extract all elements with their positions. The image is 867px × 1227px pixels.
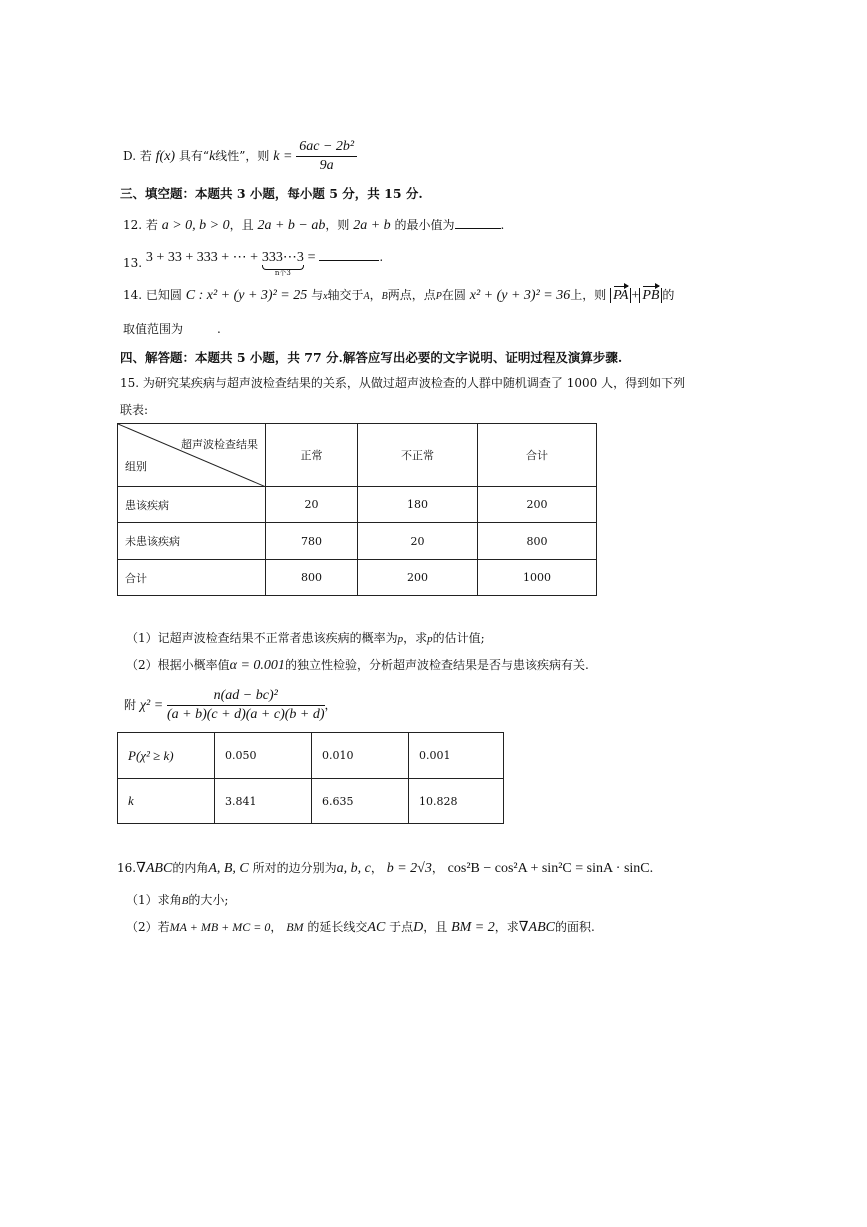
section-3-heading: 三、填空题：本题共 3 小题，每小题 5 分，共 15 分. [120, 186, 423, 201]
q12-expression: 2a + b [353, 218, 391, 233]
q14-end: . [217, 322, 221, 336]
table-row [118, 560, 597, 596]
option-d-fraction [296, 139, 357, 174]
q16-part-2-text-a: （2）若 [126, 920, 170, 934]
table-row [118, 487, 597, 523]
q14-text-4: 两点，点 [387, 288, 436, 302]
table-cell: 20 [358, 523, 478, 560]
q12-equation: 2a + b − ab [257, 218, 326, 233]
q16-part-1-var: B [181, 895, 189, 907]
question-14 [123, 288, 674, 304]
table-cell: 800 [478, 523, 597, 560]
option-d-label: D. 若 [123, 149, 152, 164]
q14-text-2: 轴交于 [327, 288, 364, 302]
q13-underbrace-label: n个3 [274, 269, 291, 277]
q15-part-1 [126, 632, 485, 646]
q14-axis: x [323, 291, 328, 302]
q16-b-value: b = 2√3 [386, 861, 432, 876]
q16-text-9: ，求 [494, 920, 519, 934]
table-row-label: 合计 [118, 560, 266, 596]
table-header-cell: 正常 [266, 424, 358, 487]
table-cell: 180 [358, 487, 478, 523]
q13-end: . [379, 250, 384, 264]
q12-text-1: ，且 [229, 218, 254, 232]
question-12 [123, 218, 504, 234]
q16-triangle-2: ∇ABC [518, 920, 555, 935]
q12-end: . [500, 218, 505, 232]
q16-text-3: ， [370, 861, 383, 875]
table-header-cell: 不正常 [358, 424, 478, 487]
table-cell: 1000 [478, 560, 597, 596]
q12-text-2: ，则 [325, 218, 350, 232]
q16-text-1: 的内角 [172, 861, 209, 875]
q15-alpha: α = 0.001 [229, 658, 285, 673]
table-header-cell: 合计 [478, 424, 597, 487]
q12-number: 12. 若 [123, 218, 158, 232]
question-14-line-2 [123, 323, 221, 337]
q16-text-10: 的面积. [555, 920, 595, 934]
q15-part-2 [126, 658, 589, 674]
contingency-table [117, 423, 597, 596]
option-d-mid: 具有“ [178, 149, 210, 164]
q14-text-3: ， [369, 288, 382, 302]
formula-end: ， [324, 698, 337, 713]
table-cell: 0.001 [409, 733, 504, 779]
table-row-label: 患该疾病 [118, 487, 266, 523]
table-cell: 800 [266, 560, 358, 596]
table-row [118, 733, 504, 779]
formula-numerator: n(ad − bc)² [167, 688, 325, 706]
table-cell: 200 [358, 560, 478, 596]
q16-text-6: 的延长线交 [307, 920, 368, 934]
q16-sides: a, b, c [336, 861, 371, 876]
option-d-k: k [209, 149, 216, 165]
q14-plus: + [631, 288, 640, 303]
q16-text-5: ， [270, 920, 283, 934]
q14-text-6: 上，则 [570, 288, 607, 302]
formula-prefix: 附 [124, 698, 137, 713]
option-d-mid2: 线性”，则 [215, 149, 270, 164]
q12-answer-blank[interactable] [455, 228, 501, 229]
q15-part-1-var: p [397, 633, 404, 645]
q14-point-b: B [381, 291, 388, 302]
option-d-fx: f(x) [155, 149, 176, 165]
table-cell: 780 [266, 523, 358, 560]
q12-text-3: 的最小值为 [394, 218, 455, 232]
q15-part-1-var-2: p [427, 633, 433, 645]
q14-point-a: A [363, 291, 370, 302]
q15-part-1-text-a: （1）记超声波检查结果不正常者患该疾病的概率为 [126, 631, 398, 645]
diagonal-top-label: 超声波检查结果 [181, 438, 258, 451]
q13-last-term [261, 250, 304, 277]
table-cell: 0.050 [215, 733, 312, 779]
formula-fraction [167, 688, 325, 723]
q16-text-4: ， [431, 861, 444, 875]
chi-square-formula [124, 688, 337, 723]
question-16 [117, 861, 653, 877]
q16-ac: AC [367, 920, 386, 935]
option-d-denominator: 9a [319, 158, 334, 174]
q13-number: 13. [123, 256, 143, 270]
q15-line-2: 联表: [120, 403, 149, 417]
q14-vector-pa: PA [613, 288, 629, 303]
table-cell: 6.635 [312, 779, 409, 824]
table-cell: 200 [478, 487, 597, 523]
q15-part-2-text-a: （2）根据小概率值 [126, 658, 230, 672]
table-row-label: P(χ² ≥ k) [118, 733, 215, 779]
q14-text-1: 与 [311, 288, 324, 302]
q14-point-p: P [435, 291, 442, 302]
option-d [123, 139, 357, 174]
diagonal-bottom-label: 组别 [125, 460, 147, 473]
table-cell: 20 [266, 487, 358, 523]
q14-abs-pa [610, 288, 631, 303]
q14-text-5: 在圆 [441, 288, 466, 302]
q14-circle-1: C : x² + (y + 3)² = 25 [185, 288, 308, 303]
diagonal-line-icon [118, 424, 266, 487]
table-row-label: 未患该疾病 [118, 523, 266, 560]
table-cell: 3.841 [215, 779, 312, 824]
table-row [118, 523, 597, 560]
formula-denominator: (a + b)(c + d)(a + c)(b + d) [166, 707, 325, 723]
q16-bm-value: BM = 2 [451, 920, 495, 935]
q16-equation: cos²B − cos²A + sin²C = sinA · sinC. [447, 861, 654, 876]
q16-d: D [413, 920, 424, 935]
q12-condition: a > 0, b > 0 [161, 218, 230, 233]
q14-number: 14. 已知圆 [123, 288, 182, 302]
q16-text-7: 于点 [389, 920, 414, 934]
q16-triangle: ∇ABC [136, 861, 173, 876]
formula-lhs: χ² = [139, 698, 164, 714]
q16-angles: A, B, C [208, 861, 249, 876]
option-d-lhs: k = [273, 149, 293, 165]
table-row [118, 779, 504, 824]
q16-part-1-text-b: 的大小; [188, 893, 229, 907]
q15-part-1-text-b: ，求 [403, 631, 428, 645]
q16-vector-sum: MA + MB + MC = 0 [169, 920, 271, 934]
q16-text-2: 所对的边分别为 [252, 861, 337, 875]
q13-last-term-value: 333⋯3 [261, 250, 304, 265]
table-cell: 10.828 [409, 779, 504, 824]
option-d-numerator: 6ac − 2b² [296, 139, 357, 157]
section-4-heading: 四、解答题：本题共 5 小题，共 77 分.解答应写出必要的文字说明、证明过程及演算步骤. [120, 350, 623, 365]
q14-abs-pb [639, 288, 662, 303]
q16-part-2 [126, 920, 595, 936]
q13-equals: = [307, 250, 316, 265]
q14-circle-2: x² + (y + 3)² = 36 [469, 288, 571, 303]
q14-range-text: 取值范围为 [123, 322, 184, 336]
q16-part-1-text-a: （1）求角 [126, 893, 182, 907]
critical-value-table [117, 732, 504, 824]
q16-text-8: ，且 [423, 920, 448, 934]
q14-vector-pb: PB [642, 288, 660, 303]
q16-part-1 [126, 894, 228, 908]
q16-number: 16. [117, 861, 137, 875]
q15-line-1: 15. 为研究某疾病与超声波检查结果的关系，从做过超声波检查的人群中随机调查了 1000 人，得到如下列 [120, 376, 686, 390]
table-diagonal-cell [118, 424, 266, 487]
table-row-label: k [118, 779, 215, 824]
q16-bm: BM [286, 920, 304, 934]
q15-part-1-text-c: 的估计值; [432, 631, 485, 645]
q13-answer-blank[interactable] [319, 260, 379, 261]
question-13 [123, 250, 384, 277]
table-header-row [118, 424, 597, 487]
q14-text-7: 的 [662, 288, 675, 302]
q13-expression: 3 + 33 + 333 + ⋯ + [145, 250, 259, 265]
q15-part-2-text-b: 的独立性检验，分析超声波检查结果是否与患该疾病有关. [284, 658, 589, 672]
table-cell: 0.010 [312, 733, 409, 779]
